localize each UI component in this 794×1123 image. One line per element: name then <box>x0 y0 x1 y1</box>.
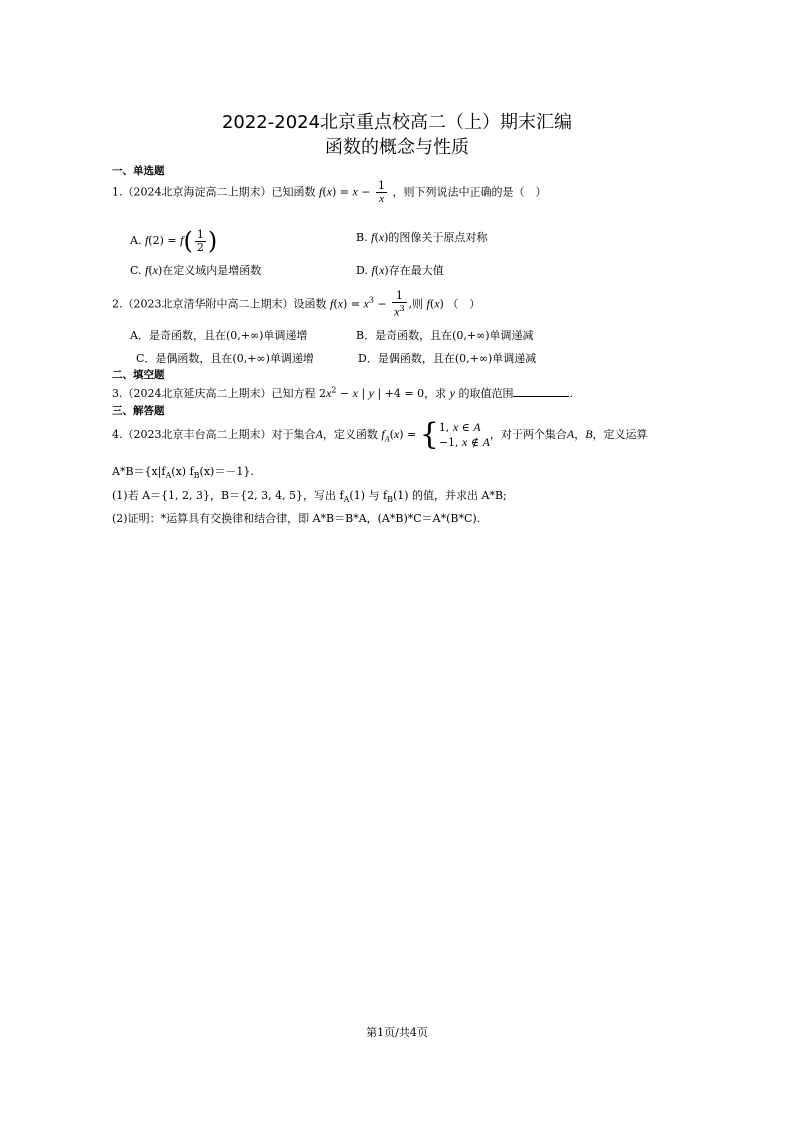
question-3: 3.（2024北京延庆高二上期末）已知方程 $2x^2 - x$ | y | +4 = 0，求 y 的取值范围 . <box>112 385 573 400</box>
question-3-mid: ，求 <box>424 387 447 400</box>
question-3-suffix: 的取值范围 <box>458 387 514 400</box>
q2-fraction: $\frac{1}{x^3}$ <box>394 289 405 319</box>
def-part2: (x) f <box>171 465 194 478</box>
part1-a: (1)若 A＝{1, 2, 3}，B＝{2, 3, 4, 5}，写出 f <box>112 489 344 502</box>
section-heading-single-choice: 一、单选题 <box>112 165 165 177</box>
def-part1: A*B＝{x|f <box>112 465 166 478</box>
piecewise-cases: 1, x ∈ A −1, x ∉ A <box>438 420 490 449</box>
question-3-end: . <box>569 387 573 400</box>
question-4-prefix: 4.（2023北京丰台高二上期末）对于集合 <box>112 428 316 441</box>
option-label: C. <box>130 264 142 277</box>
question-3-prefix: 3.（2024北京延庆高二上期末）已知方程 <box>112 387 316 400</box>
question-1-prefix: 1.（2024北京海淀高二上期末）已知函数 <box>112 185 316 199</box>
question-4: 4.（2023北京丰台高二上期末）对于集合A，定义函数 $f_A(x) = \{1$, x ∈ A −1, x ∉ A，对于两个集合A，B，定义运算 <box>112 417 648 452</box>
question-4-mid2: ，对于两个集合 <box>489 428 567 441</box>
q2-option-a[interactable]: A．是奇函数，且在(0,+∞)单调递增 <box>130 329 308 342</box>
page-subtitle: 函数的概念与性质 <box>325 137 469 158</box>
q1-option-c[interactable]: C. f(x)在定义域内是增函数 <box>130 263 262 277</box>
question-4-end: ，定义运算 <box>592 428 648 441</box>
question-1: 1.（2024北京海淀高二上期末）已知函数 f(x) = x − $\frac{1}{x}$ ，则下列说法中正确的是（ ） <box>112 179 547 205</box>
part1-c: (1) 的值，并求出 A*B; <box>392 489 507 502</box>
question-4-mid1: ，定义函数 <box>322 428 378 441</box>
q2-option-b[interactable]: B．是奇函数，且在(0,+∞)单调递减 <box>356 329 534 342</box>
question-4-part-2: (2)证明：*运算具有交换律和结合律，即 A*B＝B*A，(A*B)*C＝A*(B*C). <box>112 512 481 525</box>
q1-option-b[interactable]: B. f(x)的图像关于原点对称 <box>356 230 488 244</box>
q1-option-a[interactable]: A. f(2) = f( $\frac{1}{2}$ ) <box>130 227 218 255</box>
question-2-prefix: 2.（2023北京清华附中高二上期末）设函数 <box>112 297 327 311</box>
option-text: 的图像关于原点对称 <box>388 231 488 244</box>
option-text: 在定义域内是增函数 <box>162 264 262 277</box>
q1-fraction: $\frac{1}{x}$ <box>378 179 386 205</box>
question-2-mid: ,则 <box>408 297 424 311</box>
q1-option-d[interactable]: D. f(x)存在最大值 <box>356 263 444 277</box>
page-footer: 第1页/共4页 <box>366 1026 428 1039</box>
q2-option-d[interactable]: D．是偶函数，且在(0,+∞)单调递减 <box>358 352 537 365</box>
page-title: 2022-2024北京重点校高二（上）期末汇编 <box>221 112 573 133</box>
question-1-suffix: ，则下列说法中正确的是（ ） <box>392 185 547 199</box>
def-part3: (x)＝－1}. <box>199 465 254 478</box>
section-heading-fill-blank: 二、填空题 <box>112 369 165 381</box>
section-heading-answer: 三、解答题 <box>112 405 165 417</box>
option-label: A. <box>130 234 142 247</box>
question-4-part-1: (1)若 A＝{1, 2, 3}，B＝{2, 3, 4, 5}，写出 $f_A(1)$ 与 $f_B(1)$ 的值，并求出 A*B; <box>112 489 507 505</box>
option-label: D. <box>356 264 368 277</box>
q2-option-c[interactable]: C．是偶函数，且在(0,+∞)单调递增 <box>136 352 314 365</box>
question-2: 2.（2023北京清华附中高二上期末）设函数 $f(x) = x^3$ − $\frac{1}{x^3}$ ,则 f(x) （ ） <box>112 289 481 319</box>
q1-formula: f <box>319 184 323 199</box>
option-text: 存在最大值 <box>388 264 444 277</box>
part1-b: (1) 与 f <box>349 489 388 502</box>
question-4-definition: $A*B=\{x|f_A(x)$ $f_B(x)=-1$}. <box>112 465 254 481</box>
question-2-suffix: （ ） <box>447 297 481 311</box>
option-label: B. <box>356 231 368 244</box>
answer-blank[interactable] <box>513 395 569 397</box>
